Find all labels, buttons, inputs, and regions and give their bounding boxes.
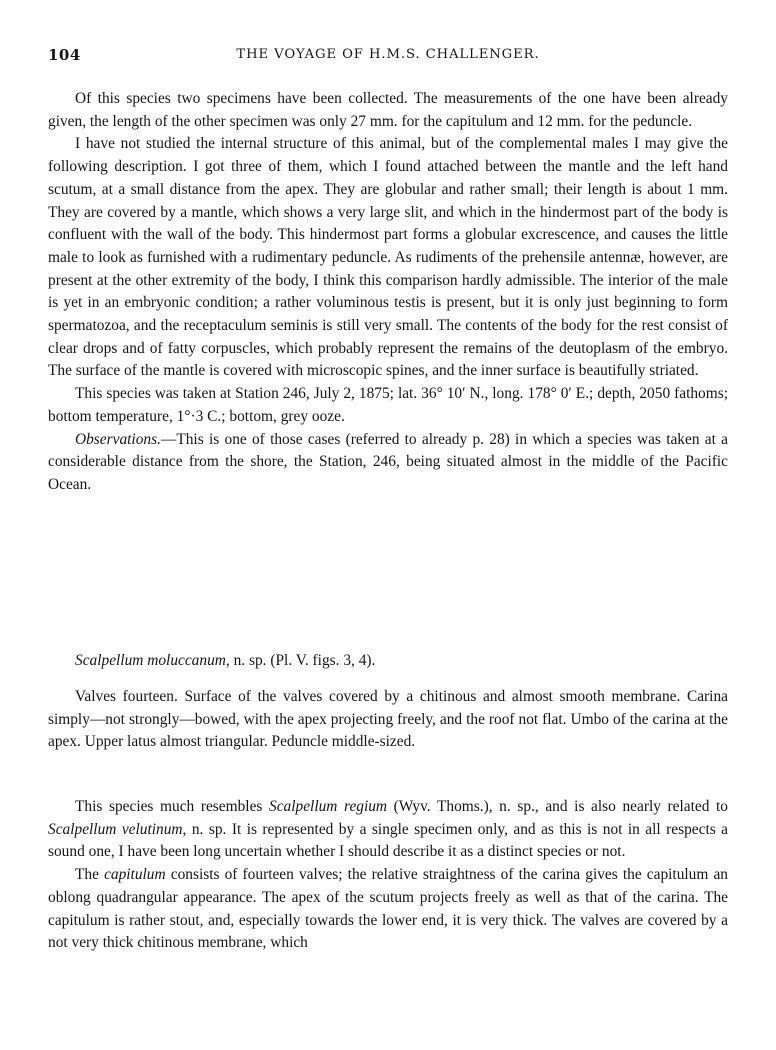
- observations-label: Observations.: [75, 430, 161, 448]
- text-run: , n. sp. It is represented by a single specimen only, and as this is not in all respects a sound one, I have been long uncertain whether I should describe it as a distinct species or not.: [48, 820, 728, 861]
- running-head: [48, 46, 728, 66]
- species-authority: , n. sp. (Pl. V. figs. 3, 4).: [225, 652, 376, 669]
- paragraph-station: This species was taken at Station 246, July 2, 1875; lat. 36° 10′ N., long. 178° 0′ E.; depth, 2050 fathoms; bottom temperature, 1°·3 C.; bottom, grey ooze.: [48, 385, 728, 425]
- species-diagnosis-block: [48, 686, 728, 754]
- paragraph-observations: [48, 429, 728, 497]
- species-name: Scalpellum moluccanum: [75, 652, 226, 669]
- section-text-1: [48, 88, 728, 497]
- running-title: THE VOYAGE OF H.M.S. CHALLENGER.: [236, 47, 540, 62]
- taxon-name: Scalpellum velutinum: [48, 820, 183, 838]
- paragraph-capitulum: [48, 864, 728, 955]
- text-run: The: [75, 866, 105, 884]
- text-run: This species much resembles: [75, 798, 270, 815]
- observations-text: —This is one of those cases (referred to already p. 28) in which a species was taken at a considerable distance from the shore, the Station, 246, being situated almost in the middle of the Pacific Ocean.: [48, 430, 728, 493]
- term-capitulum: capitulum: [104, 866, 166, 884]
- taxon-name: Scalpellum regium: [269, 798, 388, 815]
- species-heading: [75, 650, 375, 672]
- paragraph-specimens: Of this species two specimens have been collected. The measurements of the one have been already given, the length of the other specimen was only 27 mm. for the capitulum and 12 mm. for the peduncle.: [48, 90, 728, 130]
- text-run: (Wyv. Thoms.), n. sp., and is also nearly related to: [387, 798, 729, 815]
- paragraph-complemental-males: I have not studied the internal structure of this animal, but of the complemental males I may give the following description. I got three of them, which I found attached between the mantle and the left hand scutum, at a small distance from the apex. They are globular and rather small; their length is about 1 mm. They are covered by a mantle, which shows a very large slit, and which in the hindermost part of the body is confluent with the wall of the body. This hindermost part forms a globular excrescence, and causes the little male to look as furnished with a rudimentary peduncle. As rudiments of the prehensile antennæ, however, are present at the other extremity of the body, I think this comparison hardly admissible. The interior of the male is yet in an embryonic condition; a rather voluminous testis is present, but it is only just beginning to form spermatozoa, and the receptaculum seminis is still very small. The contents of the body for the rest consist of clear drops and of fatty corpuscles, which probably represent the remains of the deutoplasm of the embryo. The surface of the mantle is covered with microscopic spines, and the inner surface is beautifully striated.: [48, 135, 728, 380]
- section-text-2: [48, 796, 728, 955]
- text-run: consists of fourteen valves; the relative straightness of the carina gives the capitulum an oblong quadrangular appearance. The apex of the scutum projects freely as well as that of the carina. The capitulum is rather stout, and, especially towards the lower end, it is very thick. The valves are covered by a not very thick chitinous membrane, which: [48, 866, 728, 952]
- paragraph-resemblance: [48, 796, 728, 864]
- species-diagnosis: Valves fourteen. Surface of the valves covered by a chitinous and almost smooth membrane. Carina simply—not strongly—bowed, with the apex projecting freely, and the roof not flat. Umbo of the carina at the apex. Upper latus almost triangular. Peduncle middle-sized.: [48, 688, 728, 751]
- page-number: 104: [48, 46, 81, 64]
